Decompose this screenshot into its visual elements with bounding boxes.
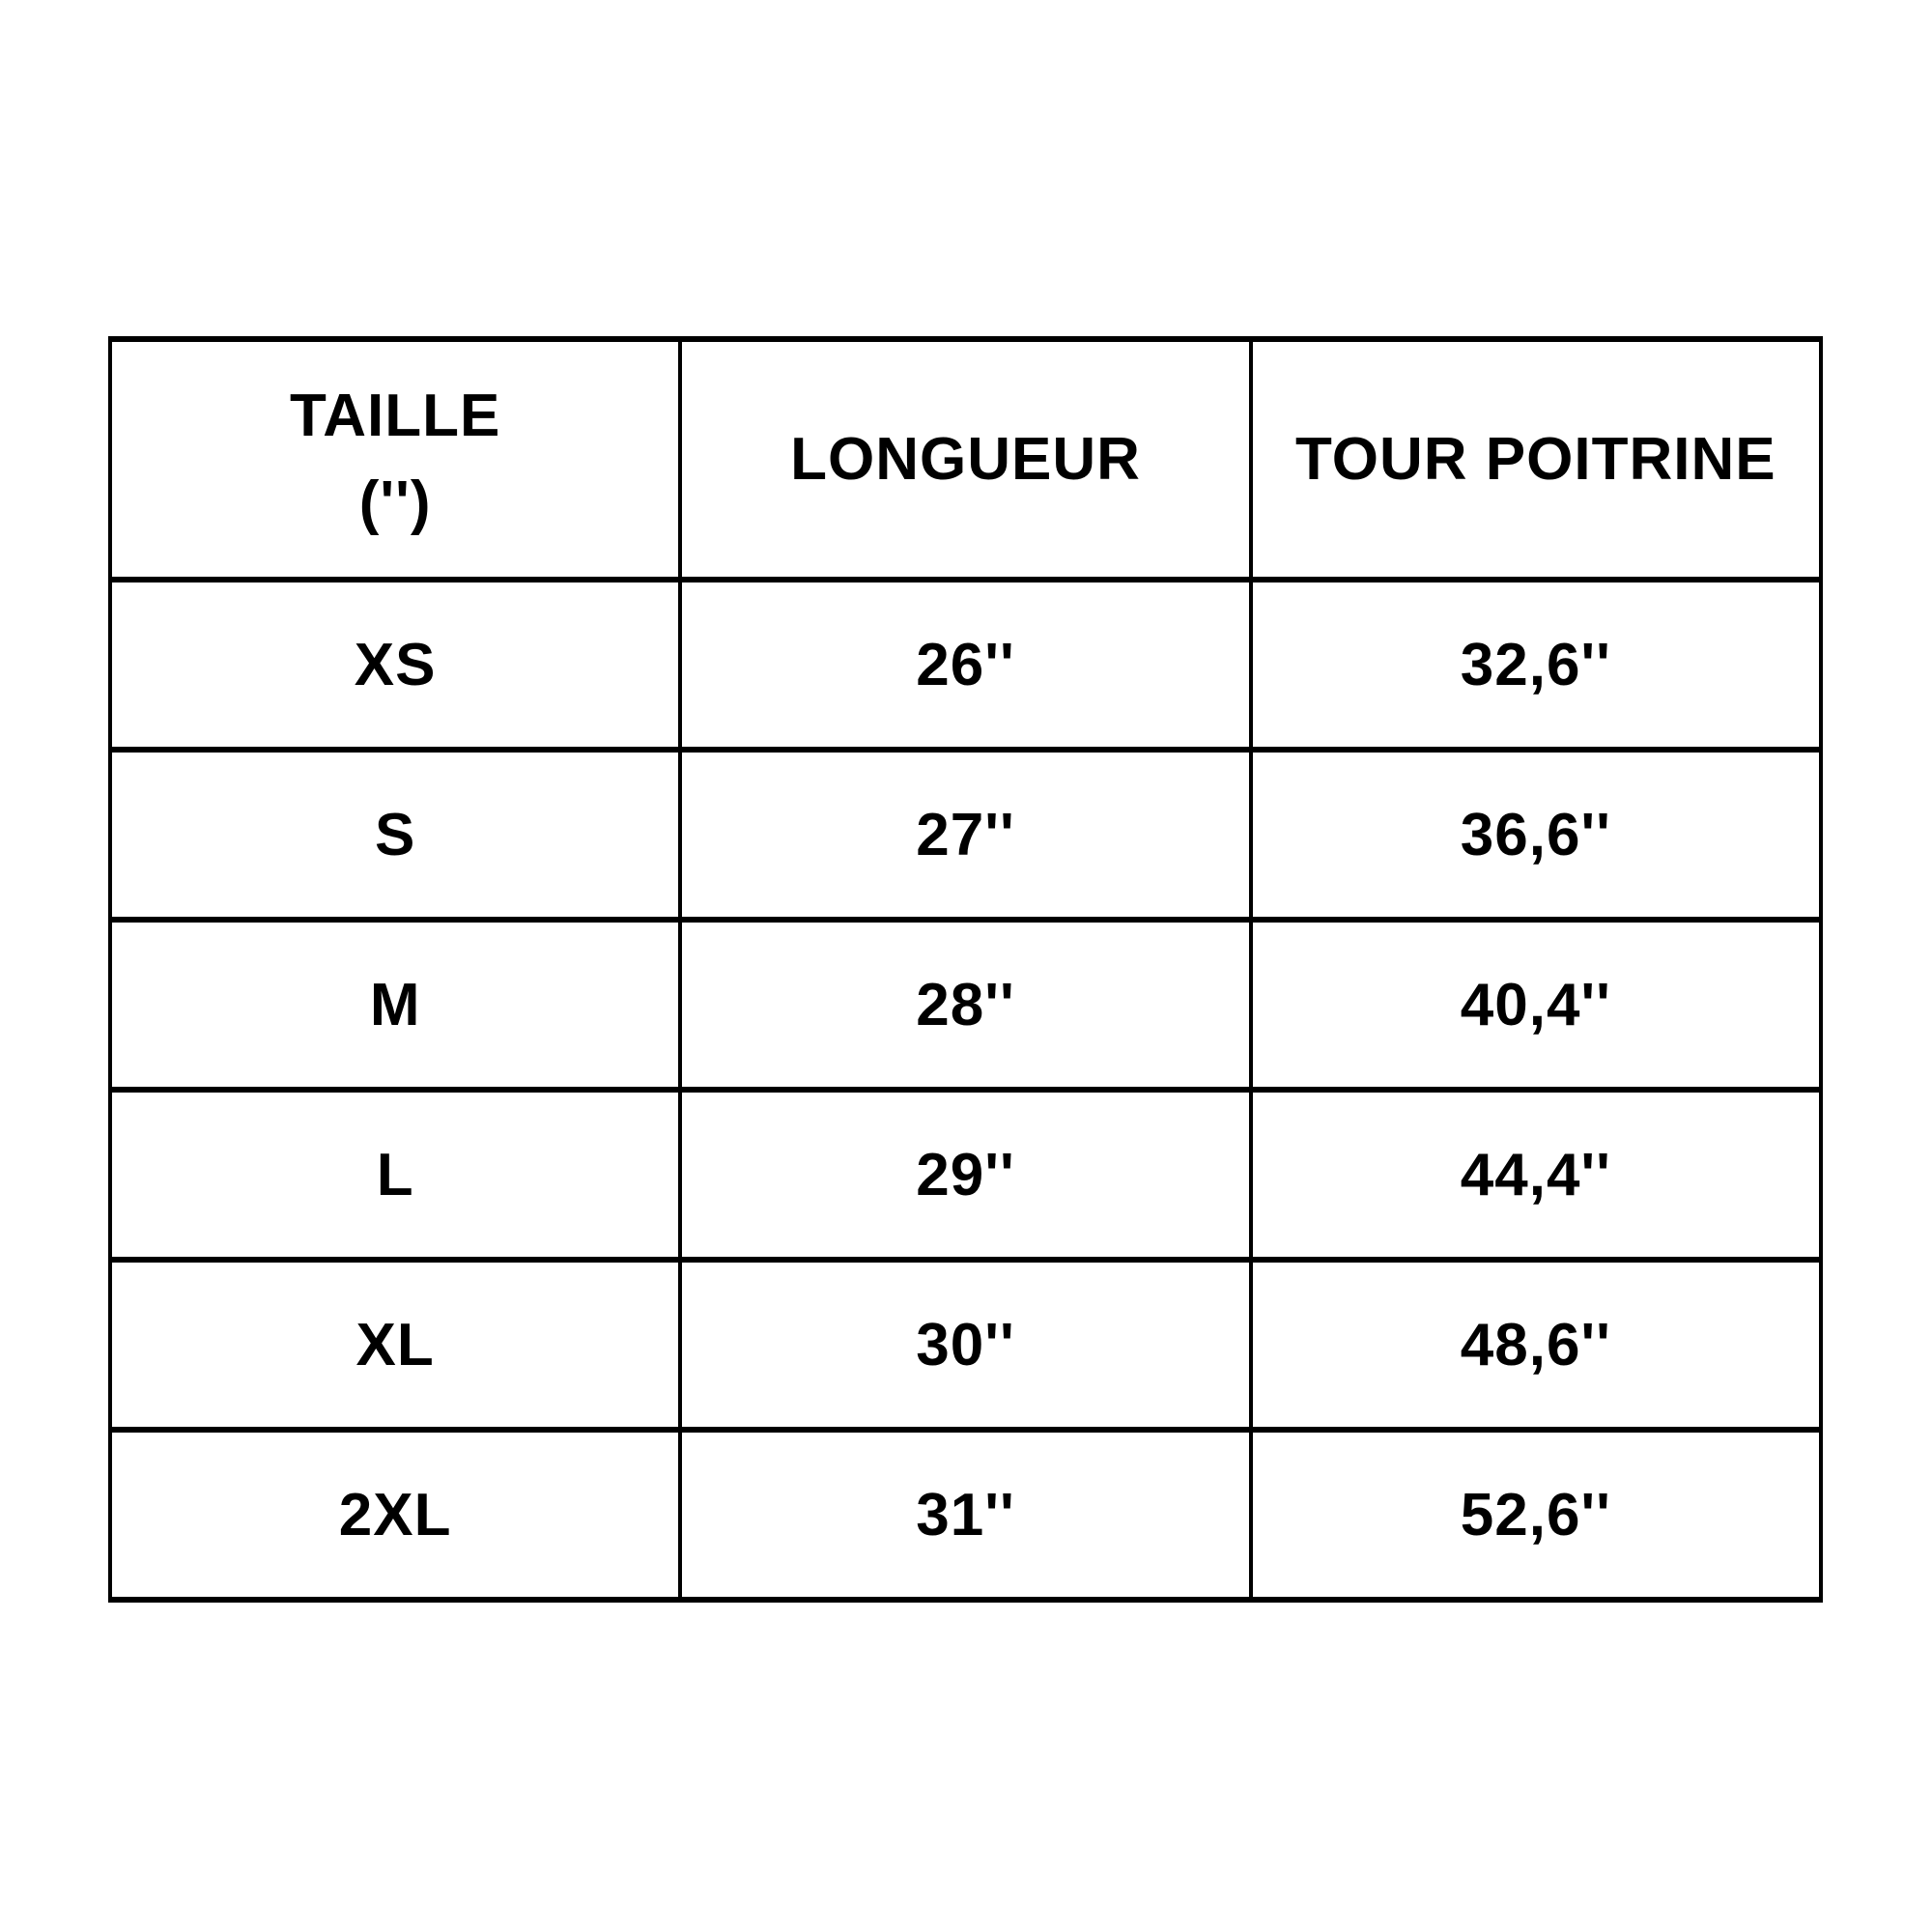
size-cell: M — [110, 920, 680, 1090]
chest-cell: 48,6'' — [1251, 1260, 1821, 1430]
column-header-longueur — [680, 339, 1250, 580]
length-cell: 29'' — [680, 1090, 1250, 1260]
column-header-taille-unit: ('') — [358, 469, 432, 536]
chest-cell: 44,4'' — [1251, 1090, 1821, 1260]
table-row — [110, 750, 1821, 920]
table-row — [110, 1430, 1821, 1600]
length-cell: 28'' — [680, 920, 1250, 1090]
length-cell: 26'' — [680, 580, 1250, 750]
table-row — [110, 920, 1821, 1090]
chest-cell: 36,6'' — [1251, 750, 1821, 920]
size-cell: XS — [110, 580, 680, 750]
column-header-tour-poitrine — [1251, 339, 1821, 580]
chest-cell: 40,4'' — [1251, 920, 1821, 1090]
size-table-body — [110, 580, 1821, 1600]
size-cell: XL — [110, 1260, 680, 1430]
column-header-taille — [110, 339, 680, 580]
size-cell: L — [110, 1090, 680, 1260]
column-header-taille-label: TAILLE — [289, 382, 501, 449]
size-chart-table — [108, 336, 1823, 1603]
size-cell: 2XL — [110, 1430, 680, 1600]
chest-cell: 52,6'' — [1251, 1430, 1821, 1600]
length-cell: 27'' — [680, 750, 1250, 920]
column-header-longueur-label: LONGUEUR — [790, 425, 1141, 493]
header-row — [110, 339, 1821, 580]
table-row — [110, 1260, 1821, 1430]
chest-cell: 32,6'' — [1251, 580, 1821, 750]
length-cell: 31'' — [680, 1430, 1250, 1600]
table-row — [110, 580, 1821, 750]
table-row — [110, 1090, 1821, 1260]
length-cell: 30'' — [680, 1260, 1250, 1430]
column-header-tour-poitrine-label: TOUR POITRINE — [1295, 425, 1776, 493]
size-cell: S — [110, 750, 680, 920]
size-table-header — [110, 339, 1821, 580]
